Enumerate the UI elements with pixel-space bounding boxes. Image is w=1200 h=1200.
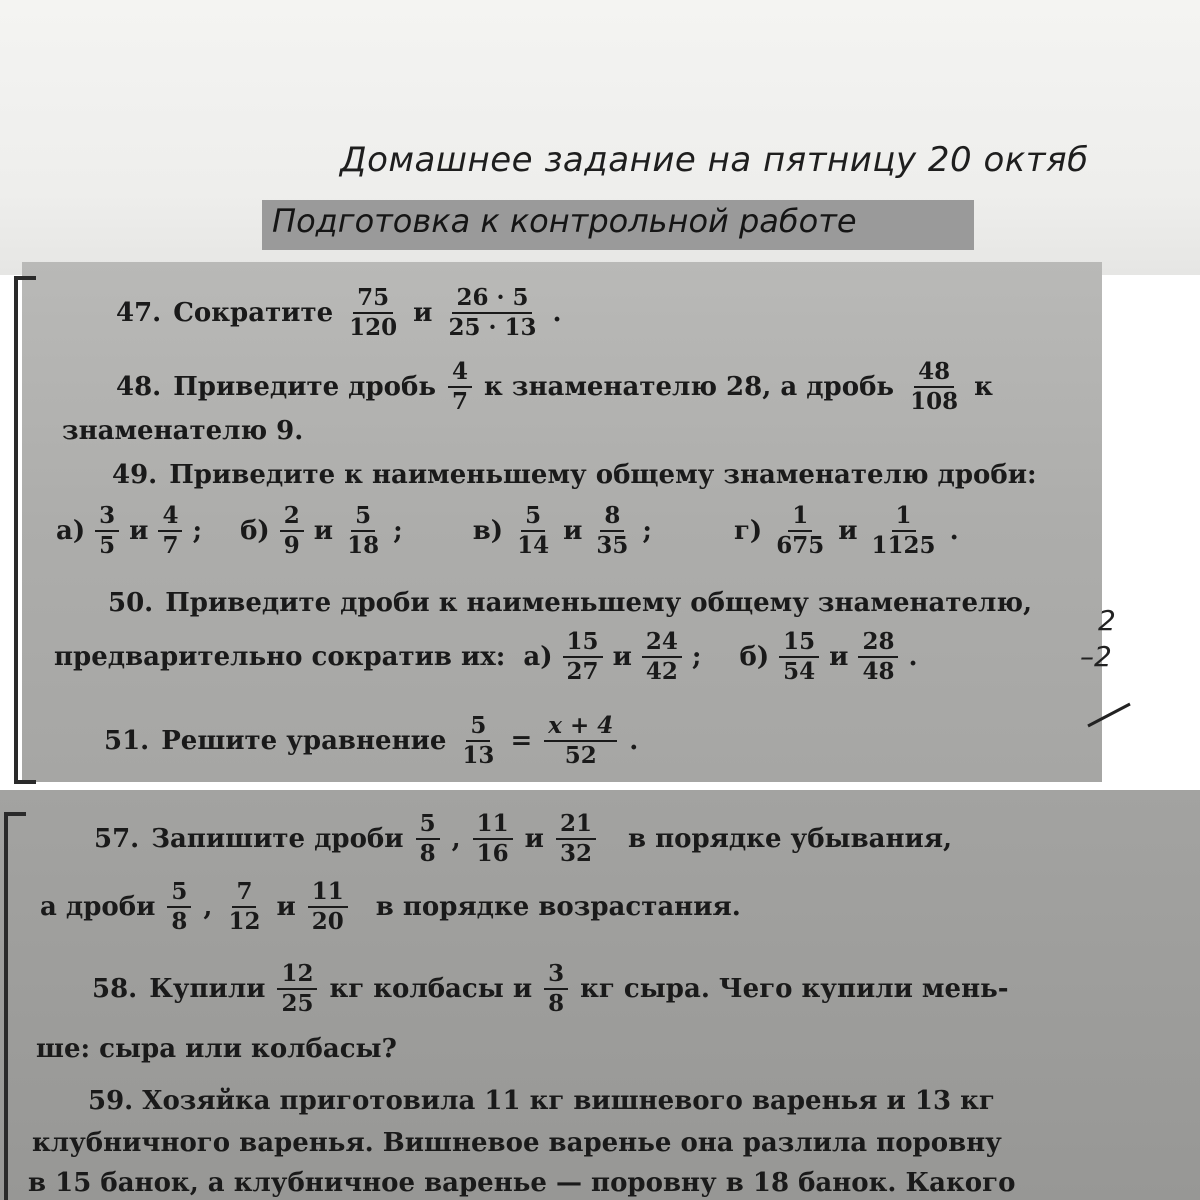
problem-number: 48.	[116, 372, 162, 403]
fraction: $\frac{12}{25}$	[277, 962, 317, 1016]
problem-number: 51.	[104, 726, 150, 757]
problem-text: Сократите	[173, 298, 334, 329]
problem-47: 47. Сократите $\frac{75}{120}$ и $\frac{26 \cdot 5}{25 \cdot 13}$ .	[116, 284, 562, 342]
problem-number: 58.	[92, 974, 138, 1005]
fraction: $\frac{75}{120}$	[349, 284, 398, 342]
fraction: $\frac{5}{13}$	[462, 712, 495, 770]
problem-58: 58. Купили $\frac{12}{25}$ кг колбасы и $\frac{3}{8}$ кг сыра. Чего купили мень-	[92, 960, 1009, 1018]
fraction: $\frac{4}{7}$	[448, 360, 472, 414]
problem-number: 57.	[94, 824, 140, 855]
fraction: $\frac{2}{9}$	[280, 504, 304, 558]
fraction: $\frac{15}{54}$	[779, 630, 819, 684]
problem-49-options: а) $\frac{3}{5}$ и $\frac{4}{7}$ ; б) $\frac{2}{9}$ и $\frac{5}{18}$ ; в) $\frac{5}{14}$ и $\frac{8}{35}$ ; г) $\frac{1}{675}$ и $\frac{1}{1125}$ .	[56, 502, 959, 560]
problem-48-line-2: знаменателю 9.	[62, 416, 304, 446]
handwritten-mark-2: –2	[1080, 640, 1112, 673]
bracket-left-1	[14, 276, 36, 784]
problem-50: 50. Приведите дроби к наименьшему общему знаменателю,	[108, 588, 1033, 618]
problem-59-line-3: в 15 банок, а клубничное варенье — поровну в 18 банок. Какого	[28, 1168, 1016, 1198]
problem-number: 50.	[108, 588, 154, 618]
problem-58-line-2: ше: сыра или колбасы?	[36, 1034, 397, 1064]
fraction: $\frac{3}{8}$	[544, 962, 568, 1016]
fraction: $\frac{15}{27}$	[563, 630, 603, 684]
fraction: $\frac{24}{42}$	[642, 630, 682, 684]
fraction: $\frac{8}{35}$	[596, 502, 629, 560]
fraction: $\frac{x + 4}{52}$	[544, 714, 617, 768]
problem-59-line-1: 59. Хозяйка приготовила 11 кг вишневого варенья и 13 кг	[88, 1086, 995, 1116]
fraction: $\frac{21}{32}$	[556, 812, 596, 866]
fraction: $\frac{28}{48}$	[858, 630, 898, 684]
fraction: $\frac{5}{14}$	[517, 502, 550, 560]
problem-57-line-2: а дроби $\frac{5}{8}$ , $\frac{7}{12}$ и $\frac{11}{20}$ в порядке возрастания.	[40, 878, 741, 936]
fraction: $\frac{4}{7}$	[158, 504, 182, 558]
problem-48: 48. Приведите дробь $\frac{4}{7}$ к знаменателю 28, а дробь $\frac{48}{108}$ к	[116, 358, 993, 416]
problem-number: 49.	[112, 460, 158, 490]
fraction: $\frac{3}{5}$	[95, 504, 119, 558]
fraction: $\frac{1}{675}$	[776, 502, 825, 560]
fraction: $\frac{1}{1125}$	[871, 502, 936, 560]
handwritten-stroke	[1086, 700, 1132, 730]
problem-51: 51. Решите уравнение $\frac{5}{13}$ = $\frac{x + 4}{52}$ .	[104, 712, 639, 770]
subheading: Подготовка к контрольной работе	[272, 202, 857, 240]
fraction: $\frac{11}{16}$	[473, 812, 513, 866]
problem-59-line-2: клубничного варенья. Вишневое варенье она разлила поровну	[32, 1128, 1002, 1158]
fraction: $\frac{48}{108}$	[910, 358, 959, 416]
conjunction: и	[413, 298, 433, 329]
fraction: $\frac{26 \cdot 5}{25 \cdot 13}$	[448, 284, 537, 342]
fraction: $\frac{5}{18}$	[347, 502, 380, 560]
problem-50-line-2: предварительно сократив их: а) $\frac{15}{27}$ и $\frac{24}{42}$ ; б) $\frac{15}{54}$ и $\frac{28}{48}$ .	[54, 628, 918, 686]
handwritten-mark-1: 2	[1098, 604, 1116, 637]
problem-57: 57. Запишите дроби $\frac{5}{8}$ , $\frac{11}{16}$ и $\frac{21}{32}$ в порядке убывания,	[94, 810, 953, 868]
fraction: $\frac{5}{8}$	[416, 812, 440, 866]
fraction: $\frac{11}{20}$	[308, 880, 348, 934]
fraction: $\frac{5}{8}$	[167, 880, 191, 934]
homework-heading: Домашнее задание на пятницу 20 октяб	[340, 140, 1089, 180]
problem-number: 47.	[116, 298, 162, 329]
bracket-left-2	[4, 812, 26, 1200]
fraction: $\frac{7}{12}$	[228, 878, 261, 936]
problem-49: 49. Приведите к наименьшему общему знаменателю дроби:	[112, 460, 1037, 490]
